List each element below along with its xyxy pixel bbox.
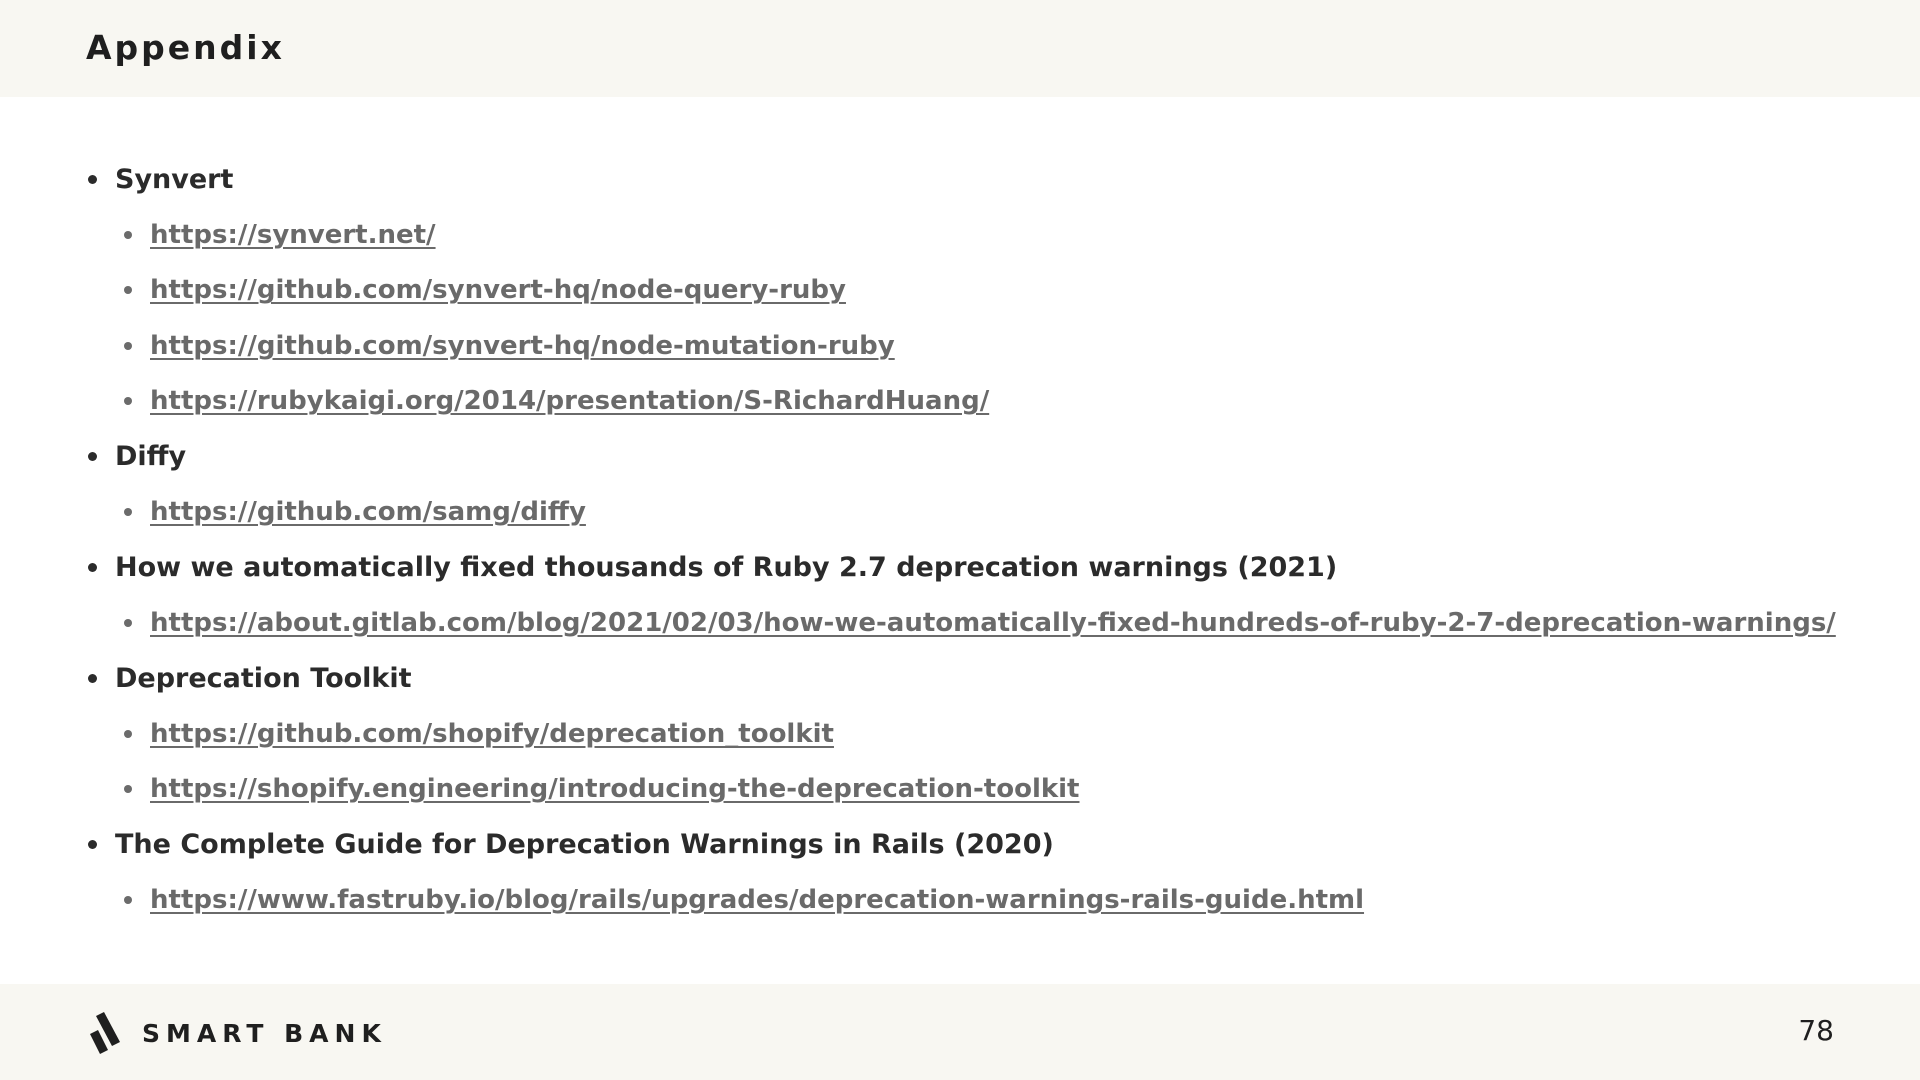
list-item-link <box>86 872 1866 927</box>
slide-header <box>0 0 1920 97</box>
bullet-icon <box>124 286 132 294</box>
bullet-icon <box>88 674 97 683</box>
list-item-link <box>86 207 1866 262</box>
list-item-diffy <box>86 429 1866 484</box>
bullet-icon <box>88 840 97 849</box>
section-label: Diffy <box>115 441 187 473</box>
slide-title: Appendix <box>86 28 285 67</box>
brand-logo <box>90 1012 387 1054</box>
reference-link[interactable]: https://rubykaigi.org/2014/presentation/S-RichardHuang/ <box>150 386 990 417</box>
slide-footer <box>0 984 1920 1080</box>
bullet-icon <box>124 730 132 738</box>
list-item-link <box>86 484 1866 539</box>
bullet-icon <box>88 452 97 461</box>
list-item-link <box>86 706 1866 761</box>
reference-link[interactable]: https://github.com/synvert-hq/node-query-ruby <box>150 275 846 306</box>
bullet-icon <box>124 342 132 350</box>
list-item-synvert <box>86 152 1866 207</box>
brand-name: SMART BANK <box>142 1018 387 1048</box>
list-item-link <box>86 374 1866 429</box>
reference-link[interactable]: https://synvert.net/ <box>150 220 436 251</box>
bullet-icon <box>88 563 97 572</box>
list-item-link <box>86 263 1866 318</box>
bullet-icon <box>124 785 132 793</box>
reference-link[interactable]: https://github.com/shopify/deprecation_toolkit <box>150 718 834 749</box>
list-item-gitlab-article <box>86 540 1866 595</box>
section-label: Synvert <box>115 164 234 196</box>
list-item-link <box>86 761 1866 816</box>
section-label: How we automatically fixed thousands of Ruby 2.7 deprecation warnings (2021) <box>115 551 1338 583</box>
list-item-rails-guide <box>86 817 1866 872</box>
bullet-icon <box>124 508 132 516</box>
reference-link[interactable]: https://about.gitlab.com/blog/2021/02/03/how-we-automatically-fixed-hundreds-of-ruby-2-7-deprecation-warnings/ <box>150 607 1836 638</box>
bullet-icon <box>124 397 132 405</box>
list-item-link <box>86 595 1866 650</box>
reference-link[interactable]: https://github.com/samg/diffy <box>150 497 586 528</box>
bullet-icon <box>88 175 97 184</box>
list-item-deprecation-toolkit <box>86 651 1866 706</box>
section-label: Deprecation Toolkit <box>115 662 412 694</box>
page-number: 78 <box>1798 1014 1834 1047</box>
smart-bank-logo-icon <box>90 1012 126 1054</box>
reference-link[interactable]: https://github.com/synvert-hq/node-mutation-ruby <box>150 330 895 361</box>
bullet-icon <box>124 619 132 627</box>
appendix-list <box>86 152 1866 927</box>
bullet-icon <box>124 231 132 239</box>
reference-link[interactable]: https://www.fastruby.io/blog/rails/upgrades/deprecation-warnings-rails-guide.html <box>150 884 1365 915</box>
list-item-link <box>86 318 1866 373</box>
bullet-icon <box>124 896 132 904</box>
reference-link[interactable]: https://shopify.engineering/introducing-the-deprecation-toolkit <box>150 773 1080 804</box>
section-label: The Complete Guide for Deprecation Warnings in Rails (2020) <box>115 828 1054 860</box>
